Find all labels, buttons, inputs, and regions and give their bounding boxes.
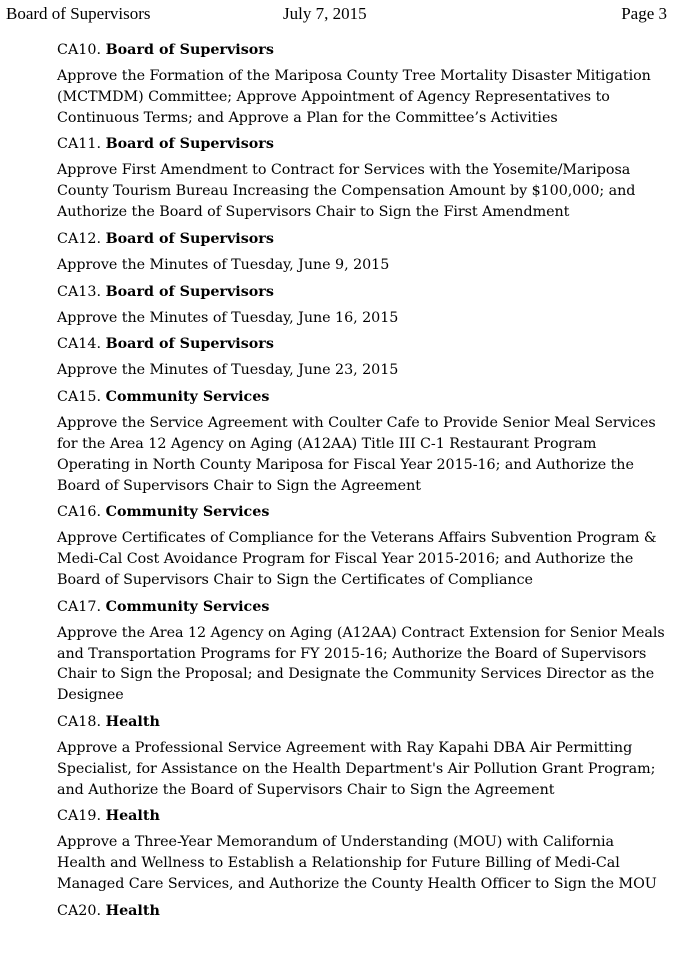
item-number: CA17. [57, 598, 102, 615]
agenda-item [57, 712, 667, 800]
item-department: Board of Supervisors [105, 336, 274, 353]
agenda-item [57, 40, 667, 128]
item-heading [57, 40, 667, 61]
item-description: Approve Certificates of Compliance for the Veterans Affairs Subvention Program & Medi-Cal Cost Avoidance Program for Fiscal Year 2015-2016; and Authorize the Board of Supervisors Chair to Sign the Certificates of Compliance [57, 530, 657, 588]
agenda-item [57, 502, 667, 590]
item-department: Board of Supervisors [105, 283, 274, 300]
item-heading [57, 901, 667, 922]
item-number: CA15. [57, 389, 102, 406]
item-number: CA19. [57, 808, 102, 825]
item-heading [57, 806, 667, 827]
item-department: Board of Supervisors [105, 42, 274, 58]
header-board-name: Board of Supervisors [6, 4, 151, 23]
agenda-item [57, 387, 667, 496]
item-heading [57, 387, 667, 408]
header-page-number: Page 3 [621, 4, 667, 23]
item-heading [57, 229, 667, 250]
item-department: Community Services [105, 504, 270, 521]
item-number: CA18. [57, 713, 102, 730]
item-department: Board of Supervisors [105, 230, 274, 247]
item-heading [57, 712, 667, 733]
item-department: Health [105, 713, 160, 730]
item-department: Health [105, 902, 160, 919]
agenda-item [57, 134, 667, 222]
item-description: Approve the Minutes of Tuesday, June 23, 2015 [57, 362, 399, 379]
item-heading [57, 134, 667, 155]
item-number: CA20. [57, 902, 102, 919]
item-number: CA13. [57, 283, 102, 300]
agenda-item [57, 334, 667, 381]
item-heading [57, 282, 667, 303]
item-department: Community Services [105, 389, 270, 406]
item-department: Health [105, 808, 160, 825]
agenda-item [57, 229, 667, 276]
agenda-item [57, 597, 667, 706]
item-description: Approve the Service Agreement with Coulter Cafe to Provide Senior Meal Services for the Area 12 Agency on Aging (A12AA) Title III C-1 Restaurant Program Operating in North County Mariposa for Fiscal Year 2015-16; and Authorize the Board of Supervisors Chair to Sign the Agreement [57, 415, 656, 494]
item-description: Approve the Area 12 Agency on Aging (A12AA) Contract Extension for Senior Meals and Transportation Programs for FY 2015-16; Authorize the Board of Supervisors Chair to Sign the Proposal; and Designate the Community Services Director as the Designee [57, 624, 665, 704]
item-heading [57, 334, 667, 355]
agenda-item [57, 901, 667, 922]
item-description: Approve the Formation of the Mariposa County Tree Mortality Disaster Mitigation (MCTMDM) Committee; Approve Appointment of Agency Representatives to Continuous Terms; and Approve a Plan for the Committee’s Activities [57, 68, 651, 126]
consent-agenda-list [57, 40, 667, 927]
agenda-item [57, 806, 667, 894]
item-number: CA12. [57, 230, 102, 247]
item-number: CA16. [57, 504, 102, 521]
item-description: Approve the Minutes of Tuesday, June 9, 2015 [57, 256, 390, 273]
agenda-item [57, 282, 667, 329]
item-number: CA10. [57, 42, 102, 58]
item-description: Approve a Three-Year Memorandum of Understanding (MOU) with California Health and Wellness to Establish a Relationship for Future Billing of Medi-Cal Managed Care Services, and Authorize the County Health Officer to Sign the MOU [57, 834, 657, 892]
item-heading [57, 597, 667, 618]
item-heading [57, 502, 667, 523]
item-number: CA11. [57, 136, 102, 153]
header-meeting-date: July 7, 2015 [283, 4, 367, 23]
item-description: Approve the Minutes of Tuesday, June 16, 2015 [57, 309, 399, 326]
item-department: Community Services [105, 598, 270, 615]
item-description: Approve a Professional Service Agreement with Ray Kapahi DBA Air Permitting Specialist, for Assistance on the Health Department's Air Pollution Grant Program; and Authorize the Board of Supervisors Chair to Sign the Agreement [57, 739, 656, 798]
item-description: Approve First Amendment to Contract for Services with the Yosemite/Mariposa County Tourism Bureau Increasing the Compensation Amount by $100,000; and Authorize the Board of Supervisors Chair to Sign the First Amendment [57, 162, 636, 220]
item-number: CA14. [57, 336, 102, 353]
page-header [0, 3, 680, 25]
item-department: Board of Supervisors [105, 136, 274, 153]
